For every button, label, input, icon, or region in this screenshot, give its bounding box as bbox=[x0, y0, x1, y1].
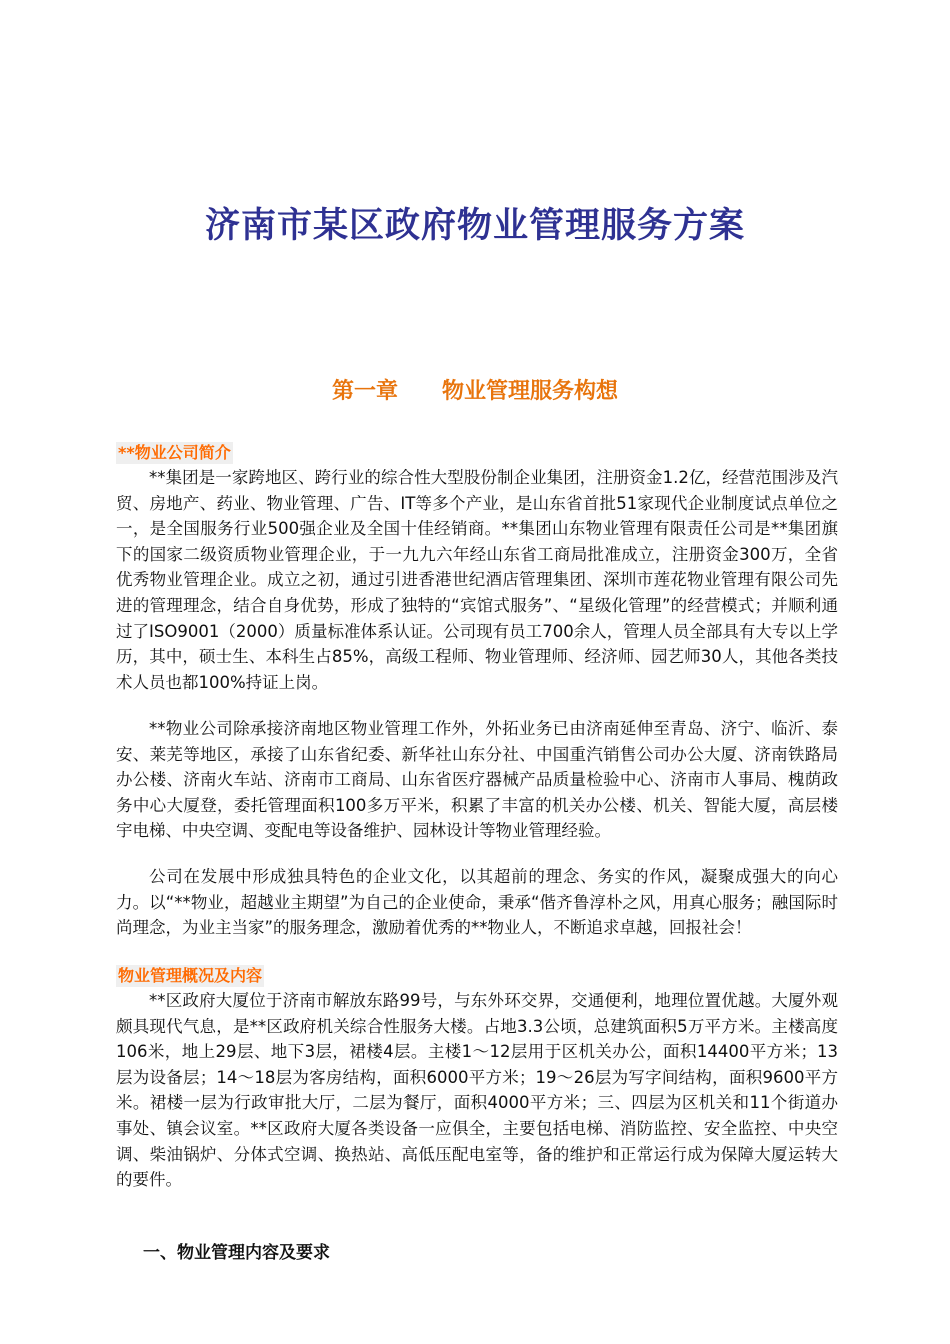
paragraph-company-intro-2: **物业公司除承接济南地区物业管理工作外，外拓业务已由济南延伸至青岛、济宁、临沂、泰安、莱芜等地区，承接了山东省纪委、新华社山东分社、中国重汽销售公司办公大厦、济南铁路局办公楼、济南火车站、济南市工商局、山东省医疗器械产品质量检验中心、济南市人事局、槐荫政务中心大厦登，委托管理面积100多万平米，积累了丰富的机关办公楼、机关、智能大厦，高层楼宇电梯、中央空调、变配电等设备维护、园林设计等物业管理经验。 bbox=[116, 719, 838, 841]
document-title: 济南市某区政府物业管理服务方案 bbox=[204, 206, 745, 246]
chapter-title: 第一章 物业管理服务构想 bbox=[331, 379, 618, 404]
section-heading-property-overview: 物业管理概况及内容 bbox=[118, 966, 263, 985]
paragraph-company-intro-3: 公司在发展中形成独具特色的企业文化，以其超前的理念、务实的作风，凝聚成强大的向心力。以“**物业，超越业主期望”为自己的企业使命，秉承“偕齐鲁淳朴之风，用真心服务；融国际时尚理念，为业主当家”的服务理念，激励着优秀的**物业人，不断追求卓越，回报社会！ bbox=[116, 867, 838, 938]
paragraph-company-intro-1: **集团是一家跨地区、跨行业的综合性大型股份制企业集团，注册资金1.2亿，经营范围涉及汽贸、房地产、药业、物业管理、广告、IT等多个产业，是山东省首批51家现代企业制度试点单位之一，是全国服务行业500强企业及全国十佳经销商。**集团山东物业管理有限责任公司是**集团旗下的国家二级资质物业管理企业，于一九九六年经山东省工商局批准成立，注册资金300万，全省优秀物业管理企业。成立之初，通过引进香港世纪酒店管理集团、深圳市莲花物业管理有限公司先进的管理理念，结合自身优势，形成了独特的“宾馆式服务”、“星级化管理”的经营模式；并顺利通过了ISO9001（2000）质量标准体系认证。公司现有员工700余人，管理人员全部具有大专以上学历，其中，硕士生、本科生占85%，高级工程师、物业管理师、经济师、园艺师30人，其他各类技术人员也都100%持证上岗。 bbox=[116, 468, 838, 692]
subheading-management-content: 一、物业管理内容及要求 bbox=[143, 1243, 330, 1263]
section-heading-company-intro: **物业公司简介 bbox=[118, 443, 231, 462]
paragraph-property-overview: **区政府大厦位于济南市解放东路99号，与东外环交界，交通便利，地理位置优越。大厦外观颇具现代气息，是**区政府机关综合性服务大楼。占地3.3公顷，总建筑面积5万平方米。主楼高度106米，地上29层、地下3层，裙楼4层。主楼1～12层用于区机关办公，面积14400平方米；13层为设备层；14～18层为客房结构，面积6000平方米；19～26层为写字间结构，面积9600平方米。裙楼一层为行政审批大厅，二层为餐厅，面积4000平方米；三、四层为区机关和11个街道办事处、镇会议室。**区政府大厦各类设备一应俱全，主要包括电梯、消防监控、安全监控、中央空调、柴油锅炉、分体式空调、换热站、高低压配电室等，备的维护和正常运行成为保障大厦运转大的要件。 bbox=[116, 991, 838, 1190]
